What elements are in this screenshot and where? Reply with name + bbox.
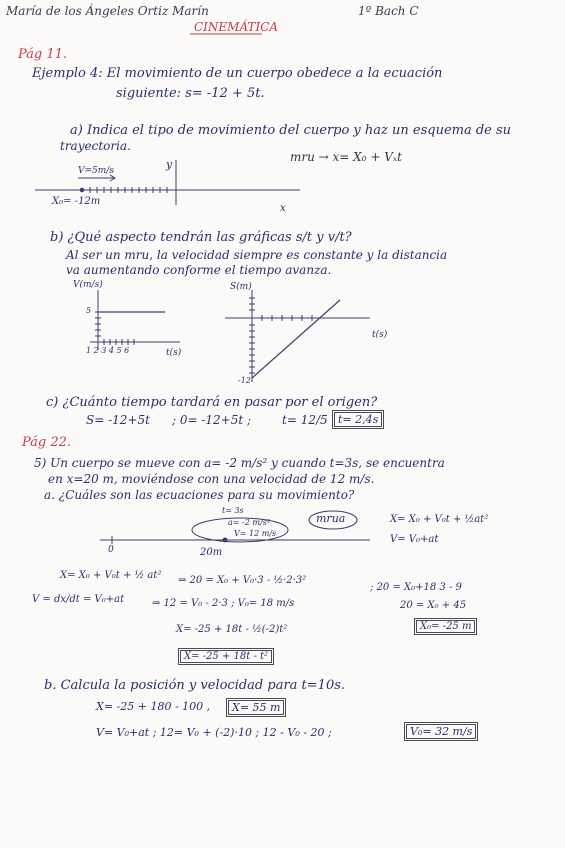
vt-ylabel: V(m/s) (73, 280, 103, 290)
b-velocity-calc: V= V₀+at ; 12= V₀ + (-2)·10 ; 12 - V₀ - 20 ; (96, 726, 332, 739)
vt-tick-5: 5 (86, 306, 92, 315)
work-eq1b: ⇒ 20 = X₀ + V₀·3 - ½·2·3² (178, 575, 307, 586)
b-position-calc: X= -25 + 180 - 100 , (96, 700, 211, 713)
velocity-label: V=5m/s (78, 166, 114, 176)
mrua-t: t= 3s (222, 506, 244, 515)
work-eq3: X= -25 + 18t - ½(-2)t² (176, 624, 288, 635)
mrua-eq2: V= V₀+at (390, 534, 439, 545)
st-ylabel: S(m) (230, 282, 252, 292)
b-velocity-result: V₀= 32 m/s (404, 722, 478, 741)
question-c-result: t= 2,4s (332, 410, 384, 429)
page-22-label: Pág 22. (22, 435, 72, 450)
page-title: CINEMÁTICA (194, 20, 279, 34)
question-b-answer2: va aumentando conforme el tiempo avanza. (66, 263, 332, 277)
velocity-time-graph (90, 290, 180, 350)
question-5a: a. ¿Cuáles son las ecuaciones para su movimiento? (44, 488, 355, 502)
question-a-line1: a) Indica el tipo de movimiento del cuerpo y haz un esquema de su (70, 123, 512, 138)
st-xlabel: t(s) (372, 330, 388, 340)
mrua-v: V= 12 m/s (234, 529, 277, 538)
mrua-a: a= -2 m/s² (228, 518, 270, 527)
example-4-line2: siguiente: s= -12 + 5t. (116, 86, 265, 101)
x0-label: X₀= -12m (52, 196, 101, 207)
position-time-graph (225, 290, 370, 382)
x0-result: X₀= -25 m (414, 618, 477, 635)
question-a-line2: trayectoria. (60, 139, 131, 153)
y-axis-label: y (166, 158, 173, 171)
mrua-badge: mrua (316, 512, 346, 525)
problem-5-line2: en x=20 m, moviéndose con una velocidad de 12 m/s. (48, 472, 375, 486)
question-c-eq: S= -12+5t (86, 413, 150, 427)
mru-equation: mru → x= X₀ + Vₓt (290, 150, 402, 164)
course-label: 1º Bach C (358, 4, 419, 18)
question-b-answer1: Al ser un mru, la velocidad siempre es constante y la distancia (66, 248, 448, 262)
vt-xlabel: t(s) (166, 348, 182, 358)
student-name: María de los Ángeles Ortiz Marín (6, 4, 209, 18)
mrua-eq1: X= X₀ + V₀t + ½at² (390, 514, 489, 525)
st-tick-minus12: -12 (238, 376, 251, 385)
work-eq1c: ; 20 = X₀+18 3 - 9 (370, 582, 462, 593)
work-eq1: X= X₀ + V₀t + ½ at² (60, 570, 162, 581)
work-eq2: V = dx/dt = V₀+at (32, 594, 125, 605)
example-4-line1: Ejemplo 4: El movimiento de un cuerpo obedece a la ecuación (32, 66, 443, 81)
mrua-origin: 0 (108, 545, 114, 555)
x-axis-label: x (280, 203, 286, 214)
question-5b: b. Calcula la posición y velocidad para t=10s. (44, 678, 346, 693)
vt-xticks: 1 2 3 4 5 6 (86, 346, 130, 355)
question-c-eq3: t= 12/5 (282, 413, 328, 427)
problem-5-line1: 5) Un cuerpo se mueve con a= -2 m/s² y cuando t=3s, se encuentra (34, 456, 445, 470)
question-c: c) ¿Cuánto tiempo tardará en pasar por el origen? (46, 395, 378, 410)
mrua-20m: 20m (200, 547, 223, 558)
question-c-eq2: ; 0= -12+5t ; (172, 413, 252, 427)
work-eq2c: 20 = X₀ + 45 (400, 600, 467, 611)
b-position-result: X= 55 m (226, 698, 286, 717)
page-11-label: Pág 11. (18, 47, 68, 62)
x-equation-result: X= -25 + 18t - t² (178, 648, 274, 665)
question-b: b) ¿Qué aspecto tendrán las gráficas s/t y v/t? (50, 230, 352, 245)
work-eq2b: ⇒ 12 = V₀ - 2·3 ; V₀= 18 m/s (152, 598, 295, 609)
